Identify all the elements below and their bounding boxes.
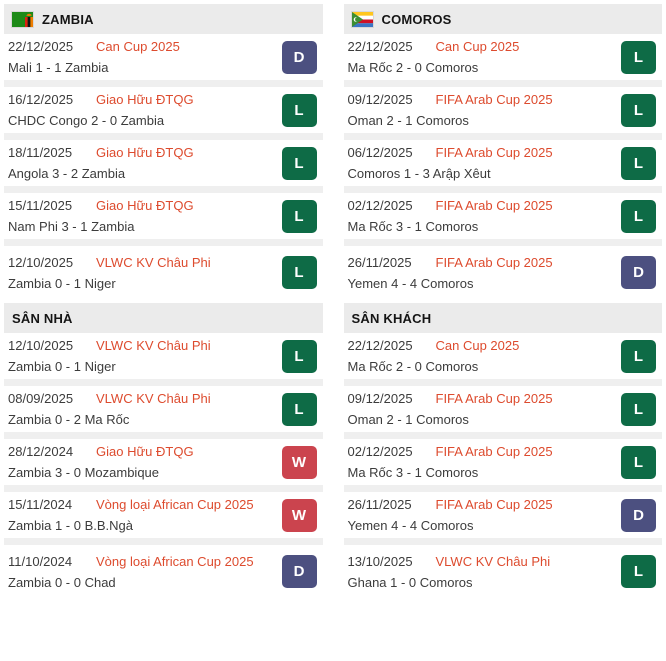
result-badge: D	[621, 256, 656, 289]
competition-link[interactable]: FIFA Arab Cup 2025	[435, 254, 553, 270]
match-row	[4, 193, 323, 246]
match-row	[344, 140, 663, 193]
away-form-list-comoros	[344, 333, 663, 598]
match-fixture: CHDC Congo 2 - 0 Zambia	[8, 113, 165, 128]
team-header-comoros	[344, 4, 663, 34]
match-date: 09/12/2025	[347, 92, 413, 107]
match-date: 16/12/2025	[8, 92, 74, 107]
match-row	[344, 439, 663, 492]
competition-link[interactable]: Can Cup 2025	[435, 39, 520, 54]
recent-form-list-comoros	[344, 34, 663, 299]
competition-link[interactable]: Giao Hữu ĐTQG	[96, 92, 194, 107]
match-date: 22/12/2025	[8, 39, 74, 54]
result-badge: W	[282, 499, 317, 532]
match-fixture: Ma Rốc 2 - 0 Comoros	[347, 359, 479, 374]
competition-link[interactable]: VLWC KV Châu Phi	[96, 391, 211, 406]
match-fixture: Zambia 0 - 2 Ma Rốc	[8, 412, 130, 427]
section-header-home	[4, 303, 323, 333]
result-badge: L	[282, 340, 317, 373]
zambia-flag-icon	[12, 12, 33, 27]
match-date: 09/12/2025	[347, 391, 413, 406]
match-date: 15/11/2025	[8, 198, 73, 213]
comoros-flag-icon	[352, 12, 373, 27]
result-badge: W	[282, 446, 317, 479]
competition-link[interactable]: Can Cup 2025	[96, 39, 180, 54]
match-row	[344, 246, 663, 299]
match-date: 08/09/2025	[8, 391, 74, 406]
match-date: 11/10/2024	[8, 553, 73, 569]
match-date: 13/10/2025	[347, 553, 413, 569]
result-badge: L	[282, 94, 317, 127]
match-date: 26/11/2025	[347, 254, 412, 270]
team-column-comoros	[344, 4, 663, 598]
team-column-zambia	[4, 4, 323, 598]
match-date: 06/12/2025	[347, 145, 413, 160]
match-row	[344, 386, 663, 439]
match-fixture: Zambia 0 - 1 Niger	[8, 275, 116, 291]
result-badge: L	[621, 200, 656, 233]
competition-link[interactable]: Vòng loại African Cup 2025	[96, 553, 254, 569]
match-fixture: Yemen 4 - 4 Comoros	[347, 275, 474, 291]
competition-link[interactable]: FIFA Arab Cup 2025	[435, 145, 553, 160]
match-row	[4, 246, 323, 299]
match-date: 02/12/2025	[347, 198, 413, 213]
result-badge: L	[621, 446, 656, 479]
match-fixture: Oman 2 - 1 Comoros	[347, 113, 469, 128]
match-fixture: Nam Phi 3 - 1 Zambia	[8, 219, 135, 234]
result-badge: D	[282, 41, 317, 74]
match-row	[4, 333, 323, 386]
match-row	[4, 545, 323, 598]
result-badge: L	[282, 393, 317, 426]
section-header-away	[344, 303, 663, 333]
competition-link[interactable]: FIFA Arab Cup 2025	[435, 391, 553, 406]
competition-link[interactable]: VLWC KV Châu Phi	[96, 338, 211, 353]
match-date: 28/12/2024	[8, 444, 74, 459]
match-date: 18/11/2025	[8, 145, 73, 160]
match-row	[4, 87, 323, 140]
home-form-list-zambia	[4, 333, 323, 598]
competition-link[interactable]: Can Cup 2025	[435, 338, 520, 353]
match-row	[344, 193, 663, 246]
result-badge: L	[282, 200, 317, 233]
match-fixture: Yemen 4 - 4 Comoros	[347, 518, 474, 533]
competition-link[interactable]: FIFA Arab Cup 2025	[435, 198, 553, 213]
match-row	[4, 386, 323, 439]
match-fixture: Comoros 1 - 3 Arập Xêut	[347, 166, 491, 181]
match-date: 12/10/2025	[8, 338, 74, 353]
match-date: 22/12/2025	[347, 39, 413, 54]
result-badge: L	[621, 555, 656, 588]
match-row	[344, 34, 663, 87]
match-fixture: Ma Rốc 3 - 1 Comoros	[347, 219, 479, 234]
result-badge: D	[282, 555, 317, 588]
match-fixture: Zambia 0 - 0 Chad	[8, 574, 116, 590]
competition-link[interactable]: FIFA Arab Cup 2025	[435, 444, 553, 459]
match-fixture: Angola 3 - 2 Zambia	[8, 166, 126, 181]
match-date: 26/11/2025	[347, 497, 412, 512]
match-fixture: Ghana 1 - 0 Comoros	[347, 574, 473, 590]
match-fixture: Zambia 0 - 1 Niger	[8, 359, 116, 374]
recent-form-list-zambia	[4, 34, 323, 299]
match-fixture: Ma Rốc 2 - 0 Comoros	[347, 60, 479, 75]
section-title: SÂN NHÀ	[12, 310, 73, 326]
match-row	[4, 492, 323, 545]
match-fixture: Zambia 3 - 0 Mozambique	[8, 465, 160, 480]
match-row	[4, 34, 323, 87]
competition-link[interactable]: VLWC KV Châu Phi	[435, 553, 551, 569]
section-title: SÂN KHÁCH	[351, 310, 432, 326]
competition-link[interactable]: VLWC KV Châu Phi	[96, 254, 211, 270]
result-badge: L	[621, 94, 656, 127]
team-name: ZAMBIA	[42, 11, 94, 27]
match-date: 12/10/2025	[8, 254, 74, 270]
match-fixture: Zambia 1 - 0 B.B.Ngà	[8, 518, 133, 533]
competition-link[interactable]: FIFA Arab Cup 2025	[435, 497, 553, 512]
result-badge: L	[621, 41, 656, 74]
result-badge: L	[282, 147, 317, 180]
match-fixture: Oman 2 - 1 Comoros	[347, 412, 469, 427]
team-name: COMOROS	[381, 11, 452, 27]
competition-link[interactable]: FIFA Arab Cup 2025	[435, 92, 553, 107]
match-row	[344, 492, 663, 545]
match-row	[344, 333, 663, 386]
result-badge: D	[621, 499, 656, 532]
competition-link[interactable]: Giao Hữu ĐTQG	[96, 145, 194, 160]
match-row	[344, 545, 663, 598]
match-date: 15/11/2024	[8, 497, 73, 512]
match-fixture: Ma Rốc 3 - 1 Comoros	[347, 465, 479, 480]
result-badge: L	[621, 147, 656, 180]
result-badge: L	[621, 340, 656, 373]
result-badge: L	[621, 393, 656, 426]
match-row	[4, 140, 323, 193]
match-date: 22/12/2025	[347, 338, 413, 353]
competition-link[interactable]: Vòng loại African Cup 2025	[96, 497, 254, 512]
competition-link[interactable]: Giao Hữu ĐTQG	[96, 198, 194, 213]
team-header-zambia	[4, 4, 323, 34]
result-badge: L	[282, 256, 317, 289]
match-row	[344, 87, 663, 140]
match-fixture: Mali 1 - 1 Zambia	[8, 60, 109, 75]
match-date: 02/12/2025	[347, 444, 413, 459]
competition-link[interactable]: Giao Hữu ĐTQG	[96, 444, 194, 459]
match-row	[4, 439, 323, 492]
